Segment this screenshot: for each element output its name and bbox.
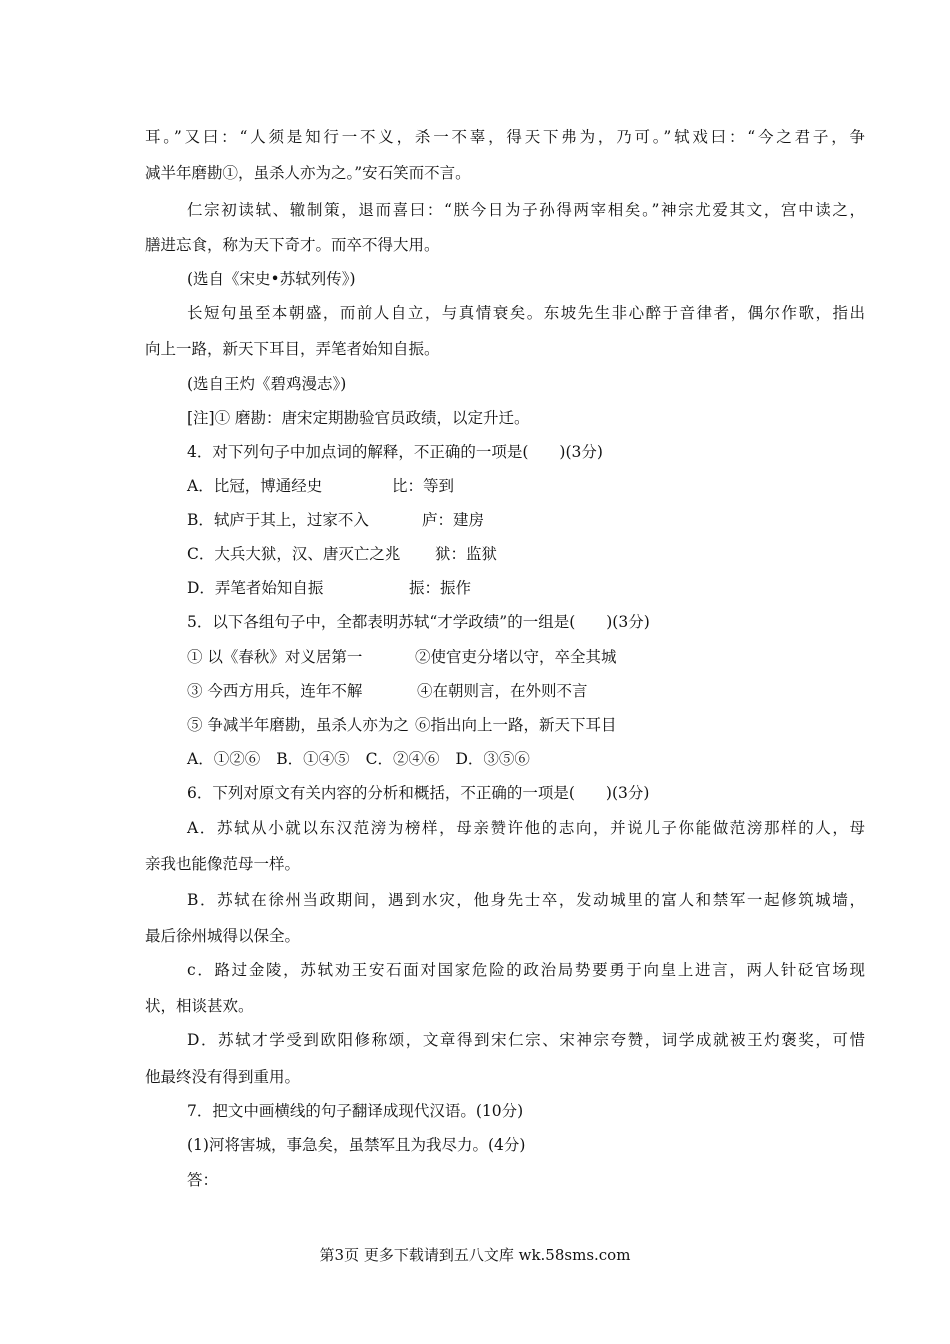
answer-choice: C．②④⑥ — [365, 750, 440, 768]
option-explanation: 比：等到 — [392, 477, 455, 495]
question-4-option-b — [187, 509, 865, 531]
source-citation: (选自《宋史•苏轼列传》) — [187, 270, 356, 288]
question-4-option-a — [187, 475, 865, 497]
passage-line: 长短句虽至本朝盛，而前人自立，与真情衰矣。东坡先生非心醉于音律者，偶尔作歌，指出 — [187, 304, 865, 322]
question-6-option-c-cont: 状，相谈甚欢。 — [145, 997, 254, 1015]
answer-choice: B．①④⑤ — [276, 750, 350, 768]
group-item: ③ 今西方用兵，连年不解 — [187, 682, 363, 700]
answer-label: 答： — [187, 1171, 219, 1189]
question-4-option-d — [187, 577, 865, 599]
passage-line: 减半年磨勘①，虽杀人亦为之。”安石笑而不言。 — [145, 164, 471, 182]
page-footer: 第3页 更多下载请到五八文库 wk.58sms.com — [319, 1246, 631, 1264]
question-5-answers — [187, 748, 865, 770]
question-6-option-c: c．路过金陵，苏轼劝王安石面对国家危险的政治局势要勇于向皇上进言，两人针砭官场现 — [187, 961, 865, 979]
option-explanation: 狱：监狱 — [435, 545, 498, 563]
question-4-stem: 4．对下列句子中加点词的解释，不正确的一项是( )(3分) — [187, 443, 603, 461]
question-7-stem: 7．把文中画横线的句子翻译成现代汉语。(10分) — [187, 1102, 524, 1120]
option-sentence: B．轼庐于其上，过家不入 — [187, 511, 369, 529]
passage-line: 耳。”又曰：“人须是知行一不义，杀一不辜，得天下弗为，乃可。”轼戏曰：“今之君子，争 — [145, 128, 865, 146]
question-6-option-a: A．苏轼从小就以东汉范滂为榜样，母亲赞许他的志向，并说儿子你能做范滂那样的人，母 — [187, 819, 865, 837]
question-5-group — [187, 646, 865, 668]
question-6-option-d: D．苏轼才学受到欧阳修称颂，文章得到宋仁宗、宋神宗夸赞，词学成就被王灼褒奖，可惜 — [187, 1031, 865, 1049]
group-item: ⑤ 争减半年磨勘，虽杀人亦为之 — [187, 716, 409, 734]
question-5-stem: 5．以下各组句子中，全都表明苏轼“才学政绩”的一组是( )(3分) — [187, 613, 650, 631]
question-4-option-c — [187, 543, 865, 565]
annotation-note: [注]① 磨勘：唐宋定期勘验官员政绩，以定升迁。 — [187, 409, 530, 427]
question-6-option-b-cont: 最后徐州城得以保全。 — [145, 927, 301, 945]
source-citation: (选自王灼《碧鸡漫志》) — [187, 375, 347, 393]
option-explanation: 振：振作 — [409, 579, 472, 597]
group-item: ① 以《春秋》对义居第一 — [187, 648, 363, 666]
option-sentence: A．比冠，博通经史 — [187, 477, 323, 495]
question-6-option-a-cont: 亲我也能像范母一样。 — [145, 855, 301, 873]
question-7-sub1: (1)河将害城，事急矣，虽禁军且为我尽力。(4分) — [187, 1136, 526, 1154]
group-item: ②使官吏分堵以守，卒全其城 — [415, 648, 617, 666]
option-sentence: D．弄笔者始知自振 — [187, 579, 324, 597]
group-item: ⑥指出向上一路，新天下耳目 — [415, 716, 617, 734]
passage-line: 向上一路，新天下耳目，弄笔者始知自振。 — [145, 340, 440, 358]
question-5-group — [187, 680, 865, 702]
question-6-stem: 6．下列对原文有关内容的分析和概括，不正确的一项是( )(3分) — [187, 784, 650, 802]
question-6-option-d-cont: 他最终没有得到重用。 — [145, 1068, 301, 1086]
answer-choice: A．①②⑥ — [187, 750, 261, 768]
passage-line: 仁宗初读轼、辙制策，退而喜曰：“朕今日为子孙得两宰相矣。”神宗尤爱其文，宫中读之， — [187, 201, 865, 219]
answer-choice: D．③⑤⑥ — [455, 750, 530, 768]
passage-line: 膳进忘食，称为天下奇才。而卒不得大用。 — [145, 236, 440, 254]
question-6-option-b: B．苏轼在徐州当政期间，遇到水灾，他身先士卒，发动城里的富人和禁军一起修筑城墙， — [187, 891, 865, 909]
option-sentence: C．大兵大狱，汉、唐灭亡之兆 — [187, 545, 401, 563]
option-explanation: 庐：建房 — [422, 511, 485, 529]
question-5-group — [187, 714, 865, 736]
group-item: ④在朝则言，在外则不言 — [417, 682, 588, 700]
